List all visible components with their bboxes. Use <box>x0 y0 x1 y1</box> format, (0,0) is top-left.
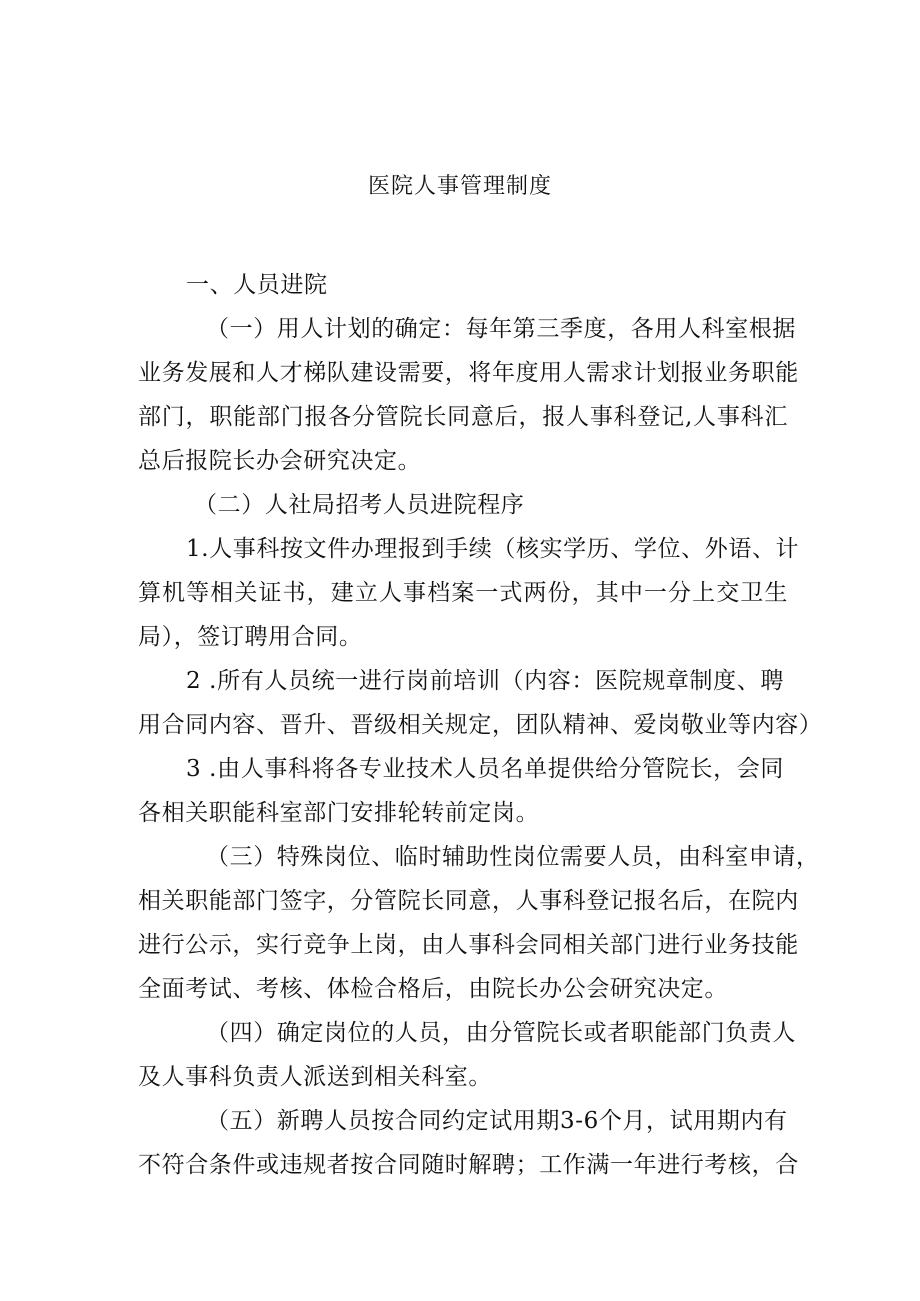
paragraph-line: 全面考试、考核、体检合格后，由院长办公会研究决定。 <box>138 976 728 1002</box>
paragraph-line: 进行公示，实行竞争上岗，由人事科会同相关部门进行业务技能 <box>138 932 799 958</box>
paragraph-line: 总后报院长办会研究决定。 <box>138 448 422 474</box>
paragraph-line: （一）用人计划的确定：每年第三季度，各用人科室根据 <box>206 316 796 342</box>
paragraph-line: 各相关职能科室部门安排轮转前定岗。 <box>138 800 540 826</box>
paragraph-line: （四）确定岗位的人员，由分管院长或者职能部门负责人 <box>206 1020 796 1046</box>
paragraph-line: 3 .由人事科将各专业技术人员名单提供给分管院长，会同 <box>186 756 784 782</box>
paragraph-line: 2 .所有人员统一进行岗前培训（内容：医院规章制度、聘 <box>186 668 784 694</box>
paragraph-line: 算机等相关证书，建立人事档案一式两份，其中一分上交卫生 <box>138 580 788 606</box>
document-title: 医院人事管理制度 <box>367 174 552 199</box>
paragraph-line: 不符合条件或违规者按合同随时解聘；工作满一年进行考核，合 <box>138 1152 799 1178</box>
paragraph-line: 及人事科负责人派送到相关科室。 <box>138 1064 492 1090</box>
paragraph-line: 相关职能部门签字，分管院长同意，人事科登记报名后，在院内 <box>138 888 799 914</box>
paragraph-line: （五）新聘人员按合同约定试用期3-6个月，试用期内有 <box>206 1108 788 1134</box>
paragraph-line: 用合同内容、晋升、晋级相关规定，团队精神、爱岗敬业等内容） <box>138 712 823 738</box>
paragraph-line: 局），签订聘用合同。 <box>138 624 363 650</box>
paragraph-line: 业务发展和人才梯队建设需要，将年度用人需求计划报业务职能 <box>138 360 799 386</box>
paragraph-line: （三）特殊岗位、临时辅助性岗位需要人员，由科室申请， <box>206 844 820 870</box>
paragraph-line: 1.人事科按文件办理报到手续（核实学历、学位、外语、计 <box>186 536 800 562</box>
subsection-heading: （二）人社局招考人员进院程序 <box>194 492 525 518</box>
section-heading-1: 一、人员进院 <box>186 272 328 298</box>
paragraph-line: 部门，职能部门报各分管院长同意后，报人事科登记,人事科汇 <box>138 404 788 430</box>
